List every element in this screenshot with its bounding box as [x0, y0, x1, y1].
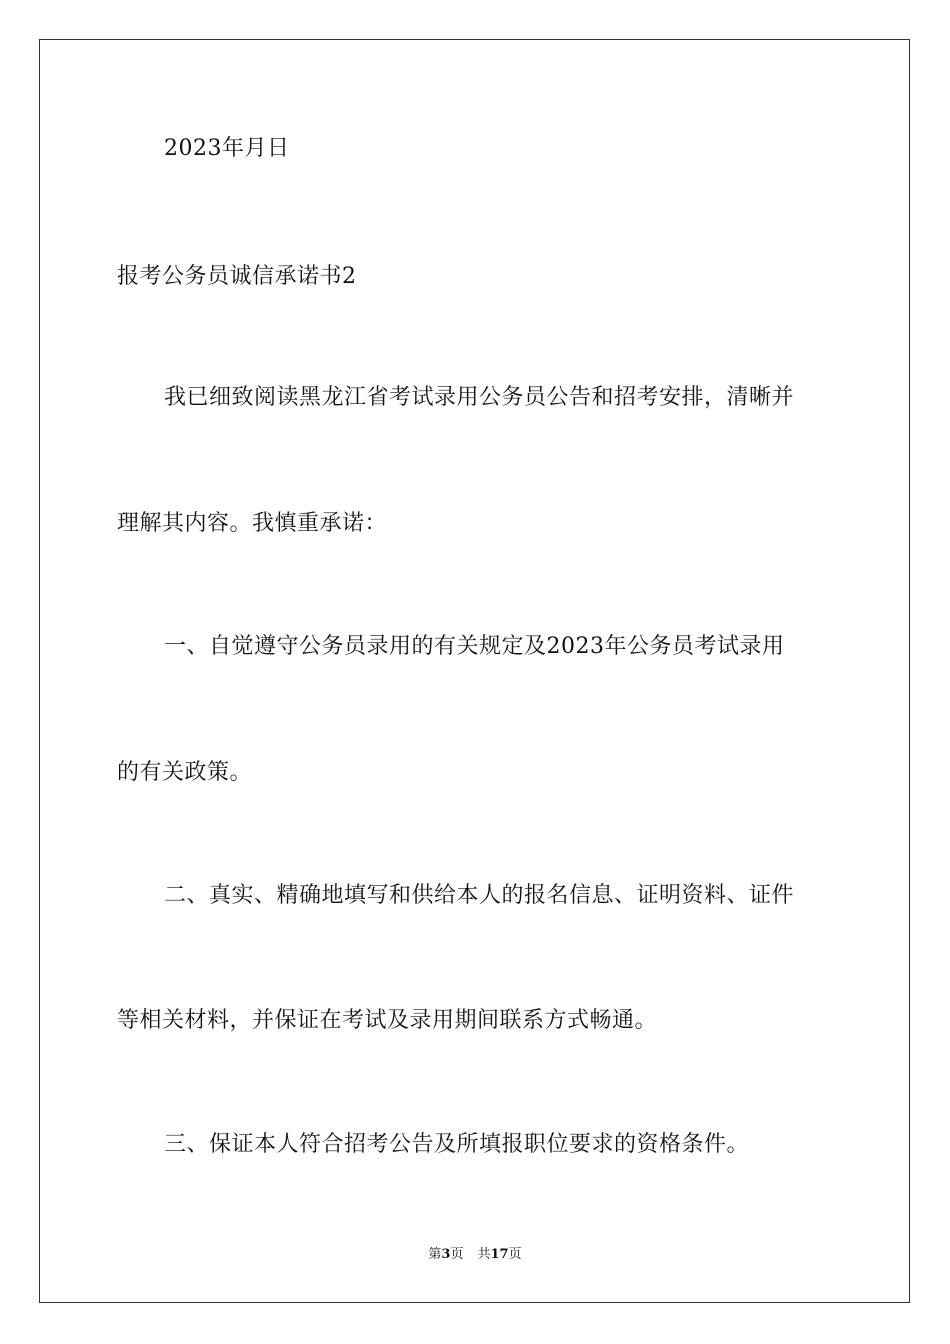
total-page-number: 17	[490, 1247, 509, 1262]
total-prefix: 共	[477, 1247, 491, 1262]
paragraph-item-1-line-1: 一、自觉遵守公务员录用的有关规定及2023年公务员考试录用	[164, 634, 785, 659]
total-suffix: 页	[508, 1247, 522, 1262]
page-suffix: 页	[450, 1247, 464, 1262]
page-border	[39, 39, 910, 1303]
page-prefix: 第	[428, 1247, 442, 1262]
current-page-number: 3	[441, 1247, 451, 1262]
paragraph-intro-line-1: 我已细致阅读黑龙江省考试录用公务员公告和招考安排，清晰并	[164, 385, 795, 410]
section-title: 报考公务员诚信承诺书2	[117, 264, 357, 289]
date-line: 2023年月日	[164, 136, 290, 161]
paragraph-intro-line-2: 理解其内容。我慎重承诺：	[117, 511, 388, 536]
paragraph-item-3-line-1: 三、保证本人符合招考公告及所填报职位要求的资格条件。	[164, 1132, 750, 1157]
page-footer	[0, 1246, 950, 1264]
paragraph-item-2-line-1: 二、真实、精确地填写和供给本人的报名信息、证明资料、证件	[164, 883, 795, 908]
paragraph-item-2-line-2: 等相关材料，并保证在考试及录用期间联系方式畅通。	[117, 1008, 658, 1033]
paragraph-item-1-line-2: 的有关政策。	[117, 760, 253, 785]
